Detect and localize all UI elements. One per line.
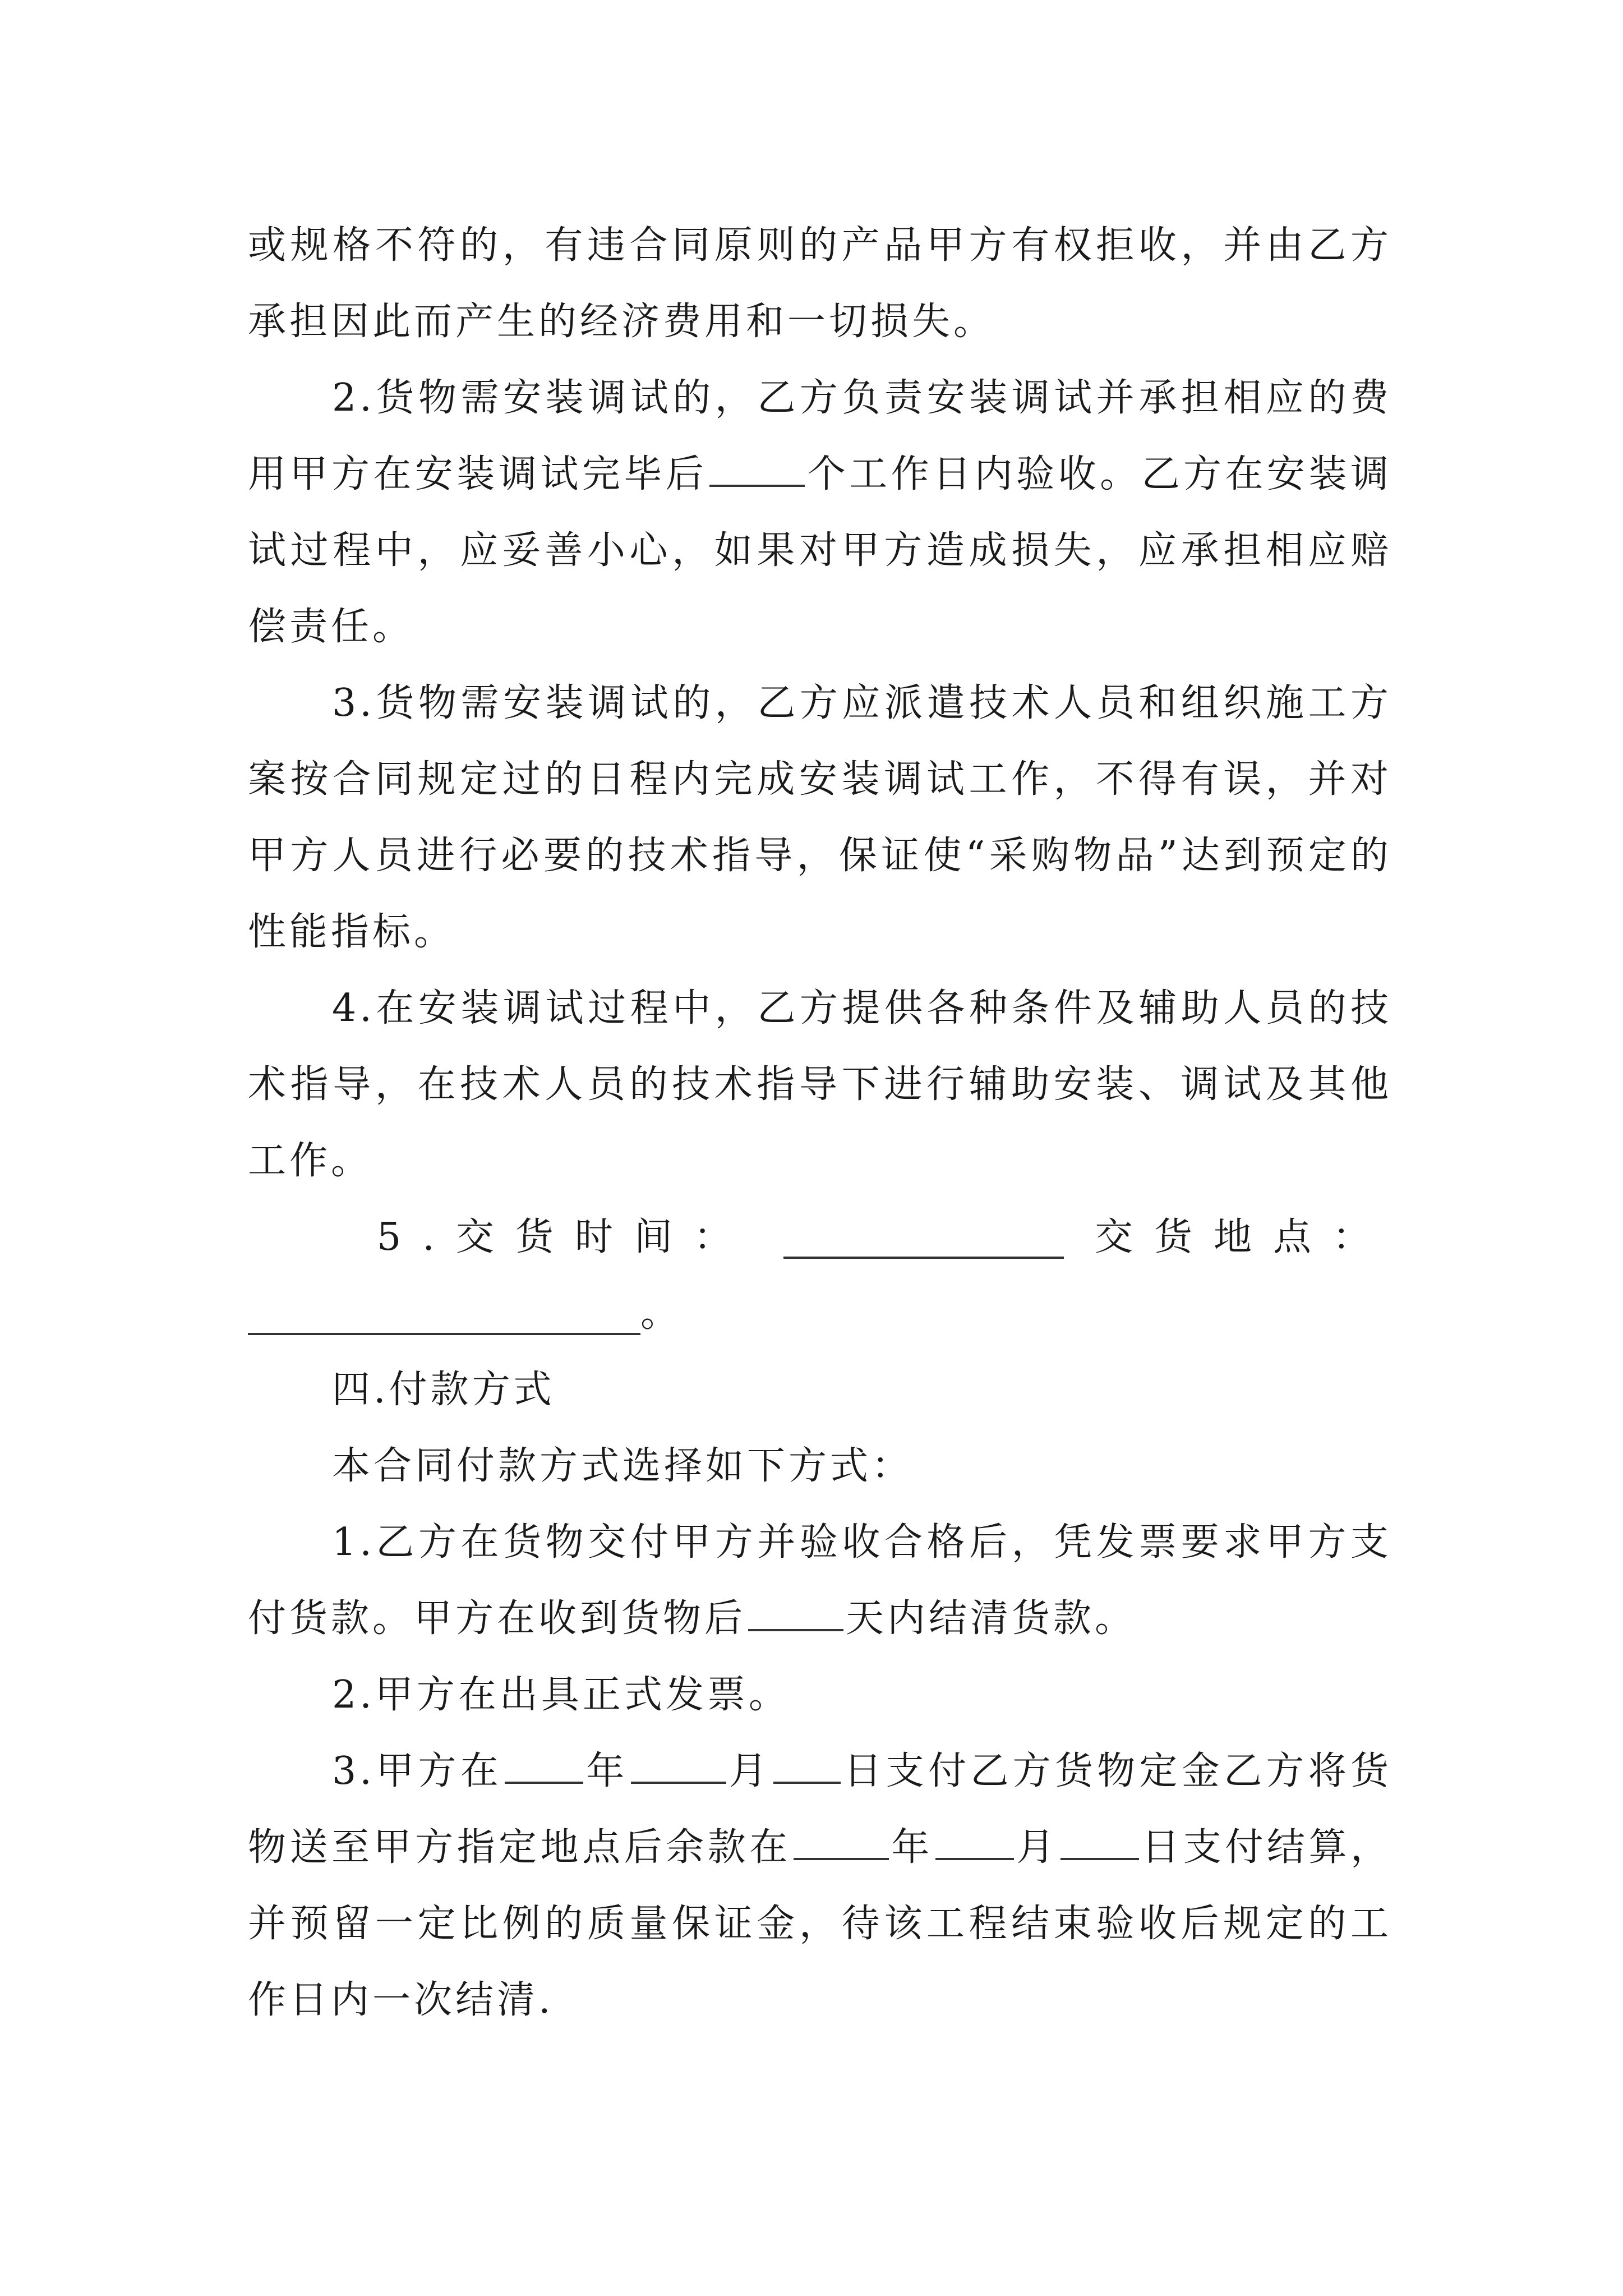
delivery-time-blank[interactable] bbox=[783, 1223, 1064, 1259]
delivery-place-line bbox=[248, 1276, 1392, 1352]
delivery-line bbox=[248, 1199, 1392, 1276]
year-label: 年 bbox=[585, 1749, 629, 1793]
paragraph-text: 个工作日内验收。乙方在安装调试过程中，应妥善小心，如果对甲方造成损失，应承担相应赔偿责任。 bbox=[248, 452, 1392, 649]
delivery-place-blank[interactable] bbox=[248, 1299, 640, 1335]
paragraph-text: 天内结清货款。 bbox=[846, 1596, 1137, 1641]
paragraph-item-4 bbox=[248, 970, 1392, 1199]
fill-blank-month[interactable] bbox=[631, 1747, 726, 1784]
fill-blank-month[interactable] bbox=[935, 1824, 1014, 1860]
payment-item-3 bbox=[248, 1733, 1392, 2039]
fill-blank-day[interactable] bbox=[773, 1747, 841, 1784]
fill-blank-year[interactable] bbox=[505, 1747, 583, 1784]
fill-blank[interactable] bbox=[709, 450, 805, 487]
month-label: 月 bbox=[1016, 1825, 1058, 1870]
paragraph-text: 或规格不符的，有违合同原则的产品甲方有权拒收，并由乙方承担因此而产生的经济费用和一切损失。 bbox=[248, 223, 1392, 344]
fill-blank-day[interactable] bbox=[1061, 1824, 1139, 1860]
paragraph-item-2 bbox=[248, 360, 1392, 665]
paragraph-text: 3.甲方在 bbox=[332, 1749, 503, 1793]
section-intro: 本合同付款方式选择如下方式： bbox=[332, 1444, 914, 1488]
paragraph-item-3 bbox=[248, 665, 1392, 970]
fill-blank[interactable] bbox=[748, 1595, 843, 1631]
end-mark: 。 bbox=[640, 1291, 683, 1336]
payment-item-1 bbox=[248, 1504, 1392, 1657]
delivery-time-label: 5.交货时间： bbox=[377, 1215, 753, 1259]
paragraph-continuation bbox=[248, 208, 1392, 360]
paragraph-text: 3.货物需安装调试的，乙方应派遣技术人员和组织施工方案按合同规定过的日程内完成安装调试工作，不得有误，并对甲方人员进行必要的技术指导，保证使“采购物品”达到预定的性能指标。 bbox=[248, 681, 1392, 954]
fill-blank-year[interactable] bbox=[794, 1824, 889, 1860]
section-heading: 四.付款方式 bbox=[332, 1368, 555, 1412]
paragraph-text: 日支付结算，并预留一定比例的质量保证金，待该工程结束验收后规定的工作日内一次结清. bbox=[248, 1825, 1392, 2022]
paragraph-text: 日支付乙方货物定金乙方将货物送至甲方指定地点后余款在 bbox=[248, 1749, 1392, 1870]
month-label: 月 bbox=[728, 1749, 772, 1793]
year-label: 年 bbox=[891, 1825, 933, 1870]
delivery-place-label: 交货地点： bbox=[1094, 1215, 1392, 1259]
paragraph-text: 1.乙方在货物交付甲方并验收合格后，凭发票要求甲方支付货款。甲方在收到货物后 bbox=[248, 1520, 1392, 1641]
document-body bbox=[248, 208, 1392, 2039]
paragraph-text: 2.货物需安装调试的，乙方负责安装调试并承担相应的费用甲方在安装调试完毕后 bbox=[248, 376, 1392, 496]
paragraph-text: 4.在安装调试过程中，乙方提供各种条件及辅助人员的技术指导，在技术人员的技术指导下进行辅助安装、调试及其他工作。 bbox=[248, 986, 1392, 1183]
payment-item-2: 2.甲方在出具正式发票。 bbox=[332, 1673, 790, 1717]
